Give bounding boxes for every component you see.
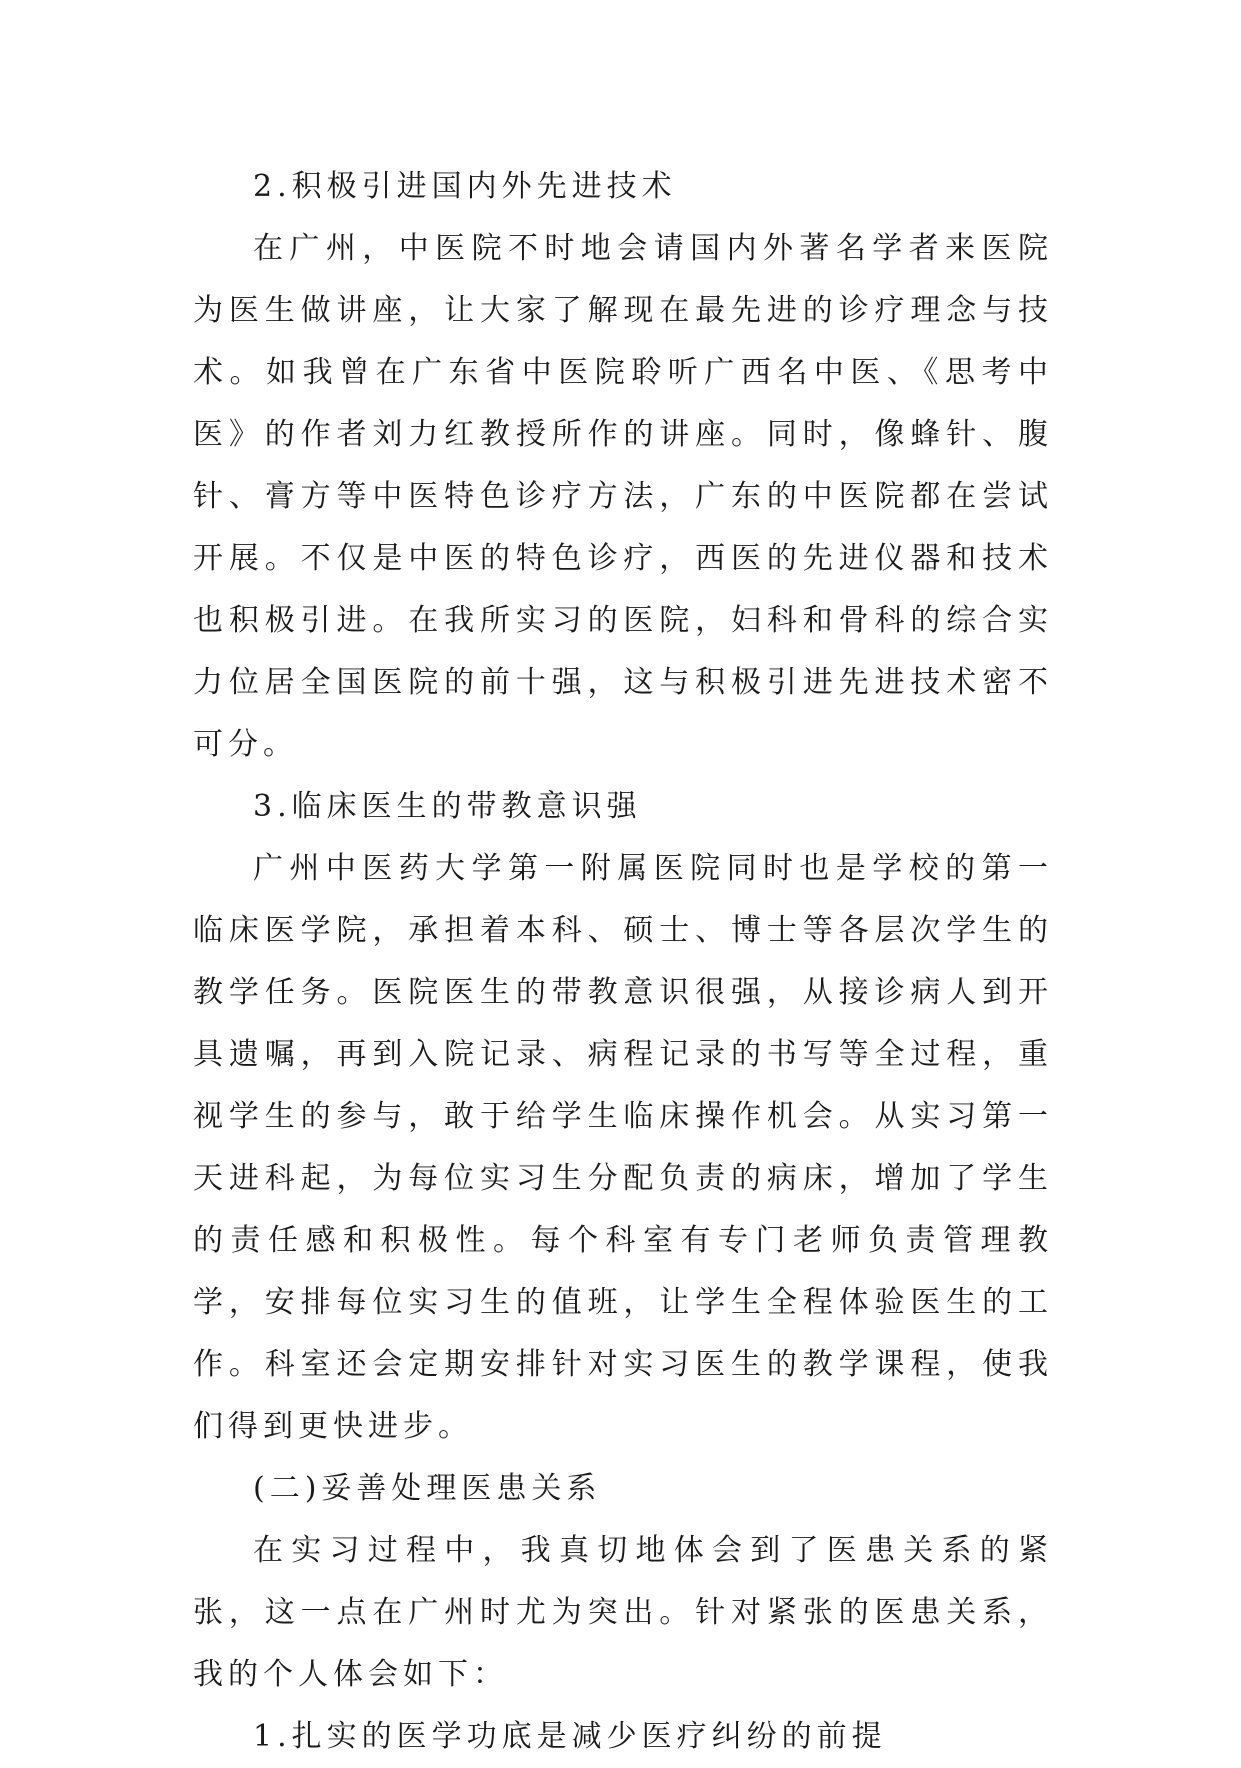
section-heading: (二)妥善处理医患关系 xyxy=(253,1471,602,1506)
body-paragraph: 在广州，中医院不时地会请国内外著名学者来医院为医生做讲座，让大家了解现在最先进的诊疗理念与技术。如我曾在广东省中医院聆听广西名中医、《思考中医》的作者刘力红教授所作的讲座。同时，像蜂针、腹针、膏方等中医特色诊疗方法，广东的中医院都在尝试开展。不仅是中医的特色诊疗，西医的先进仪器和技术也积极引进。在我所实习的医院，妇科和骨科的综合实力位居全国医院的前十强，这与积极引进先进技术密不可分。 xyxy=(193,231,1053,762)
body-paragraph: 在实习过程中，我真切地体会到了医患关系的紧张，这一点在广州时尤为突出。针对紧张的医患关系，我的个人体会如下： xyxy=(193,1533,1053,1692)
section-heading: 2.积极引进国内外先进技术 xyxy=(253,169,677,204)
section-heading: 1.扎实的医学功底是减少医疗纠纷的前提 xyxy=(253,1719,887,1754)
body-paragraph: 广州中医药大学第一附属医院同时也是学校的第一临床医学院，承担着本科、硕士、博士等各层次学生的教学任务。医院医生的带教意识很强，从接诊病人到开具遗嘱，再到入院记录、病程记录的书写等全过程，重视学生的参与，敢于给学生临床操作机会。从实习第一天进科起，为每位实习生分配负责的病床，增加了学生的责任感和积极性。每个科室有专门老师负责管理教学，安排每位实习生的值班，让学生全程体验医生的工作。科室还会定期安排针对实习医生的教学课程，使我们得到更快进步。 xyxy=(193,851,1053,1444)
document-body xyxy=(193,156,1053,1768)
section-heading: 3.临床医生的带教意识强 xyxy=(253,789,642,824)
